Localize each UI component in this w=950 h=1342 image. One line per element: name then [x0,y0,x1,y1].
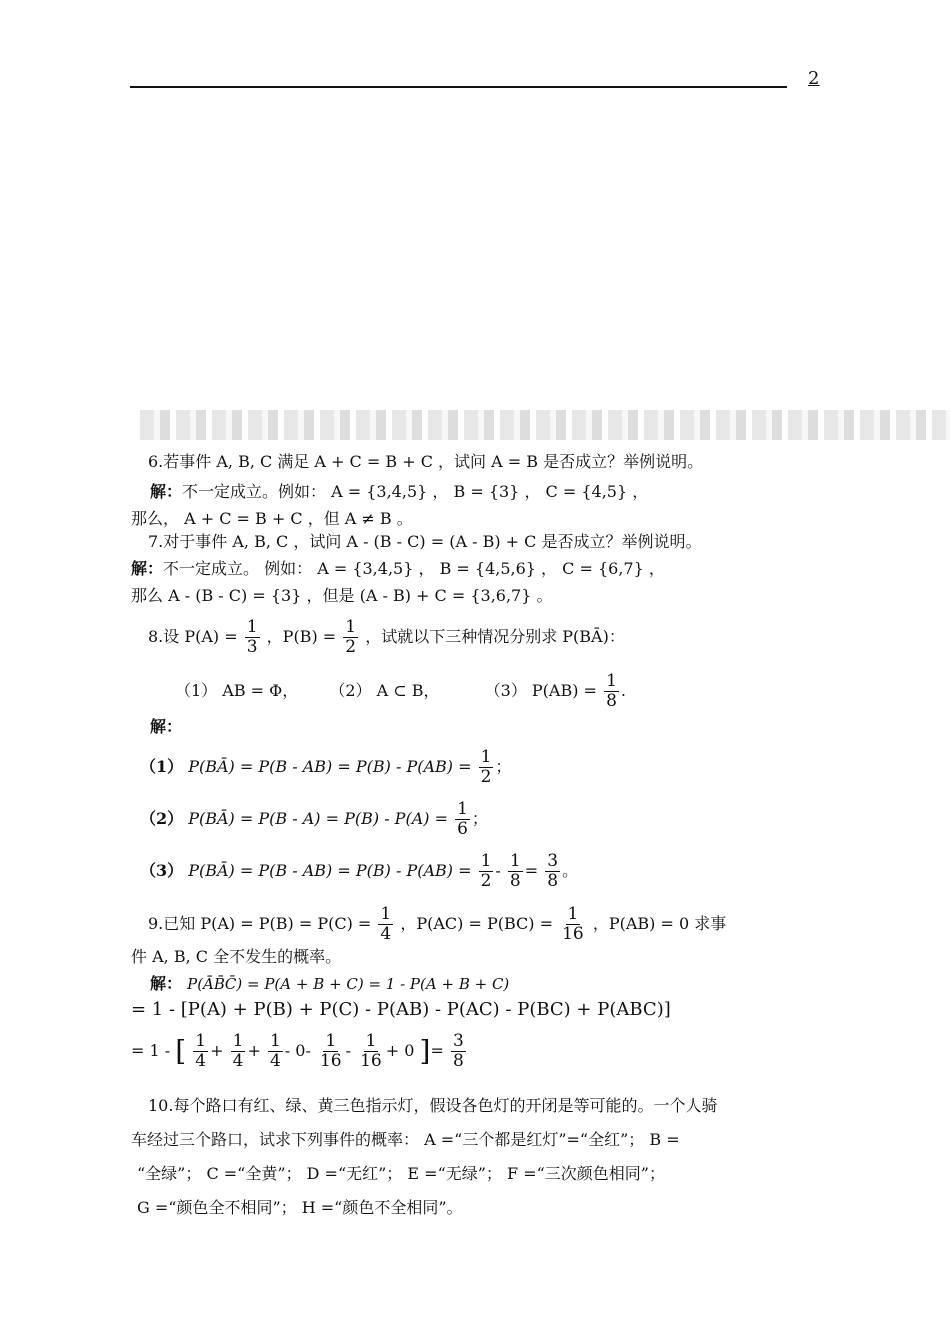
q8-cases: （1） AB = Φ， （2） A ⊂ B， （3） P(AB) = $\frac{1}{8}$ . [175,671,626,711]
q9-zero-a: 0 [295,1041,306,1060]
q9-question-line2: 件 A, B, C 全不发生的概率。 [131,947,342,966]
q8-case3: （3） P(AB) = [484,681,597,700]
q7-solution-line2: 那么 A - (B - C) = {3} ，但是 (A - B) + C = {3,6,7} 。 [131,586,553,605]
frac-den: 4 [195,1051,207,1071]
q6-solution-line1 [150,482,648,502]
q9-solution-expr1: P(ĀB̄C̄) = P(A + B + C) = 1 - P(A + B + C) [187,975,510,993]
q9-mid: ，P(AC) = P(BC) = [400,914,553,933]
q8-solution-3: （3） P(BĀ) = P(B - AB) = P(B) - P(AB) = $\frac{1}{2}$ - $\frac{1}{8}$ = $\frac{3}{8}$ 。 [140,851,579,891]
q8-case1: （1） AB = Φ， [175,681,299,700]
left-bracket-icon: [ [175,1034,187,1068]
q8-pa-fraction [245,618,260,657]
frac-num: 1 [345,617,357,637]
q9-zero-b: 0 [404,1041,415,1060]
q8-prefix: 8.设 P(A) = [148,627,238,646]
q9-result [451,1032,466,1071]
q8-s2-expr: P(BĀ) = P(B - A) = P(B) - P(A) = [188,809,448,828]
q7-solution-label: 解： [131,559,164,578]
q8-s3-fraction-c [545,852,560,891]
q10-line2: 车经过三个路口，试求下列事件的概率： A =“三个都是红灯”=“全红”； B = [131,1130,680,1149]
scan-artifact [140,410,950,440]
q10-line4: G =“颜色全不相同”； H =“颜色不全相同”。 [137,1198,463,1217]
q8-s1-label: （1） [140,757,184,776]
frac-den: 4 [380,924,392,944]
frac-den: 6 [457,819,468,839]
q6-solution-line2: 那么， A + C = B + C ，但 A ≠ B 。 [131,509,413,528]
frac-den: 8 [509,871,521,891]
q9-solution-label: 解： [150,974,183,993]
frac-num: 1 [380,904,392,924]
q9-solution-line3: = 1 - [ $\frac{1}{4}$ + $\frac{1}{4}$ + $\frac{1}{4}$ - 0- $\frac{1}{16}$ - $\frac{1}{16}$ + 0 ]= $\frac{3}{8}$ [131,1031,464,1071]
q9-question [148,905,726,944]
frac-num: 3 [452,1031,464,1051]
frac-den: 16 [562,924,584,944]
q8-pb-prefix: ，P(B) = [266,627,337,646]
q6-question: 6.若事件 A, B, C 满足 A + C = B + C ，试问 A = B 是否成立？举例说明。 [148,452,704,471]
frac-den: 4 [269,1051,281,1071]
q8-pb-fraction [343,618,358,657]
frac-num: 3 [547,851,559,871]
header-rule [130,86,787,88]
q8-s3-fraction-a [479,852,494,891]
q9-solution-line1 [150,974,509,994]
frac-den: 2 [480,767,492,787]
q9-term-3 [268,1032,283,1071]
q6-solution-text: 不一定成立。例如： A = {3,4,5} ， B = {3} ， C = {4,5} ， [182,482,649,501]
frac-den: 4 [232,1051,244,1071]
q7-question: 7.对于事件 A, B, C ，试问 A - (B - C) = (A - B) + C 是否成立？举例说明。 [148,532,702,551]
frac-den: 16 [319,1051,342,1071]
frac-num: 1 [567,904,579,924]
q10-line1: 10.每个路口有红、绿、黄三色指示灯，假设各色灯的开闭是等可能的。一个人骑 [148,1096,718,1115]
q7-solution-text: 不一定成立。 例如： A = {3,4,5} ， B = {4,5,6} ， C = {6,7} ， [163,559,665,578]
q8-solution-2: （2） P(BĀ) = P(B - A) = P(B) - P(A) = $\frac{1}{6}$ ； [140,799,488,839]
q8-s1-fraction [479,748,494,787]
frac-num: 1 [457,799,468,819]
frac-den: 3 [246,637,258,657]
frac-num: 1 [325,1031,337,1051]
q8-suffix: ，试就以下三种情况分别求 P(BĀ)： [365,627,625,646]
q8-case2: （2） A ⊂ B， [329,681,440,700]
frac-den: 8 [452,1051,464,1071]
frac-den: 2 [480,871,492,891]
q9-term-1 [193,1032,208,1071]
q8-solution-label: 解： [150,717,183,736]
q8-s3-fraction-b [508,852,523,891]
q8-s3-expr: P(BĀ) = P(B - AB) = P(B) - P(AB) = [188,861,472,880]
q9-sol3-prefix: = 1 - [131,1041,171,1060]
frac-num: 1 [246,617,258,637]
q8-case3-fraction [604,672,619,711]
frac-num: 1 [195,1031,207,1051]
q8-s1-expr: P(BĀ) = P(B - AB) = P(B) - P(AB) = [188,757,472,776]
q9-fraction-1 [378,905,393,944]
q7-solution-line1 [131,559,665,579]
frac-num: 1 [269,1031,281,1051]
frac-den: 8 [547,871,559,891]
frac-den: 8 [606,691,617,711]
q9-suffix: ，P(AB) = 0 求事 [592,914,727,933]
q8-s2-fraction [455,800,470,839]
frac-den: 16 [360,1051,382,1071]
q9-solution-line2: = 1 - [P(A) + P(B) + P(C) - P(AB) - P(AC) - P(BC) + P(ABC)] [131,999,671,1020]
frac-num: 1 [480,851,492,871]
q8-solution-1: （1） P(BĀ) = P(B - AB) = P(B) - P(AB) = $\frac{1}{2}$ ； [140,747,512,787]
q8-question [148,618,625,657]
page-number: 2 [808,68,820,89]
frac-num: 1 [232,1031,244,1051]
frac-num: 1 [509,851,521,871]
q9-term-4 [318,1032,344,1071]
q9-fraction-2 [560,905,586,944]
frac-num: 1 [480,747,492,767]
q8-s3-label: （3） [140,861,184,880]
q10-line3: “全绿”； C =“全黄”； D =“无红”； E =“无绿”； F =“三次颜色相同”； [137,1164,665,1183]
q9-term-5 [358,1032,384,1071]
frac-num: 1 [365,1031,377,1051]
q9-term-2 [231,1032,246,1071]
q8-s2-label: （2） [140,809,184,828]
frac-num: 1 [606,671,617,691]
q6-solution-label: 解： [150,482,183,501]
frac-den: 2 [345,637,357,657]
right-bracket-icon: ] [419,1034,431,1068]
q9-prefix: 9.已知 P(A) = P(B) = P(C) = [148,914,372,933]
